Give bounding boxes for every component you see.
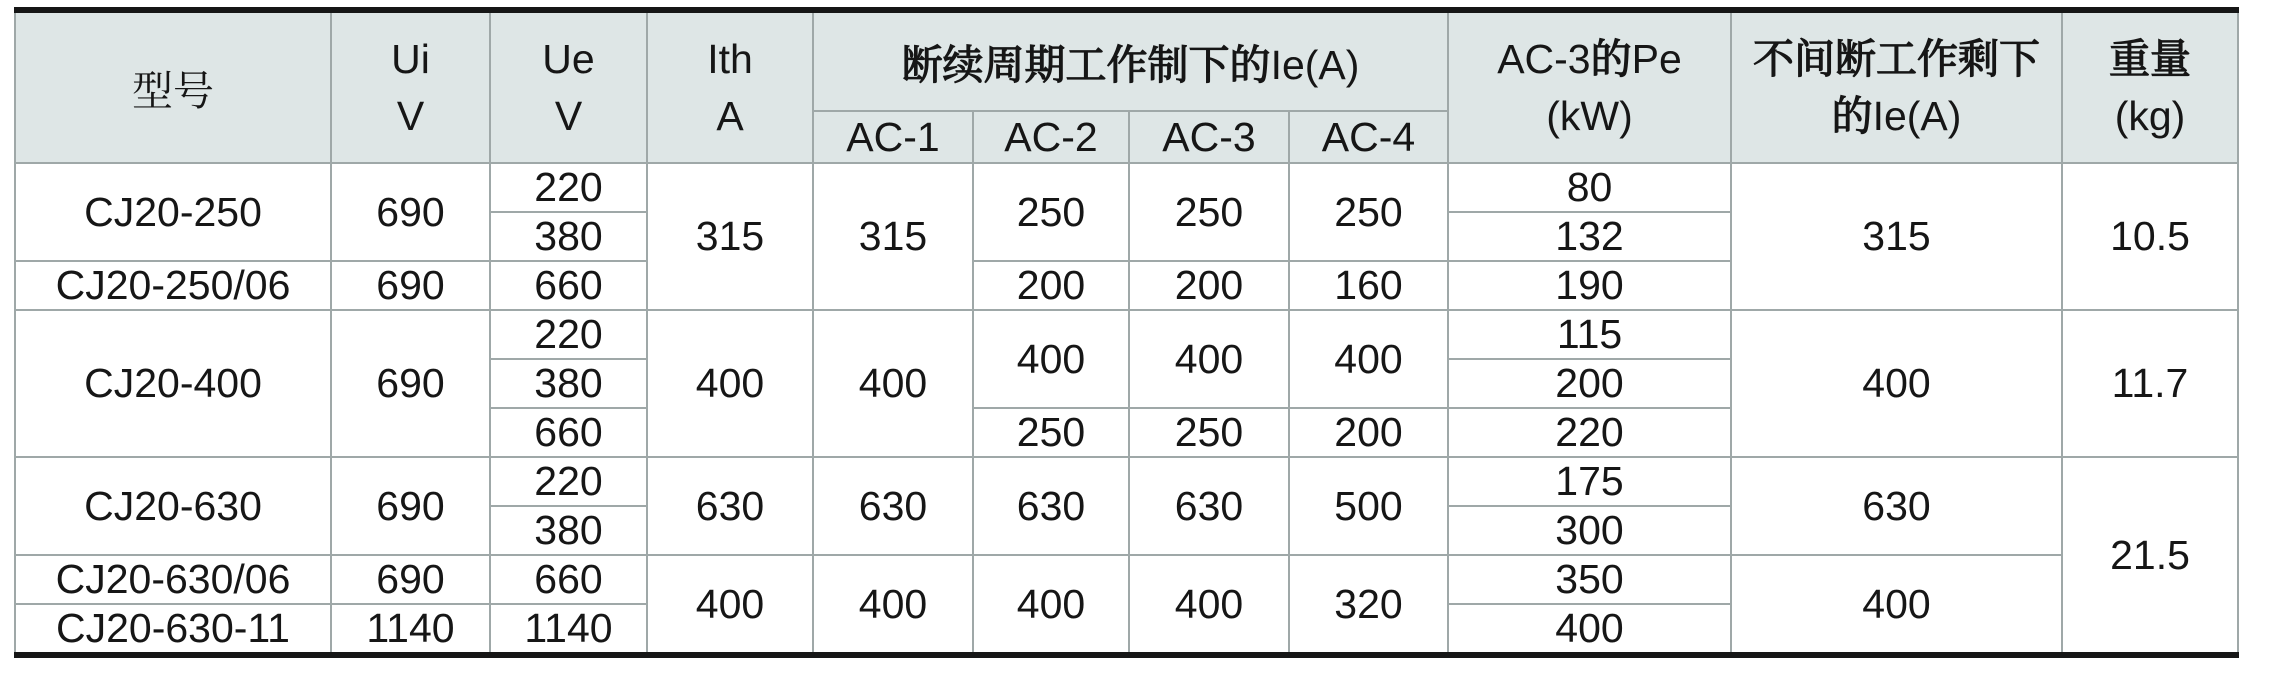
cell-ac3: 400 bbox=[1129, 555, 1289, 655]
cell-ue: 220 bbox=[490, 457, 647, 506]
header-ue-symbol: Ue bbox=[542, 35, 595, 82]
cell-ie: 630 bbox=[1731, 457, 2062, 555]
header-duty-group-latin: Ie(A) bbox=[1270, 42, 1360, 88]
cell-pe: 132 bbox=[1448, 212, 1731, 261]
cell-ui: 690 bbox=[331, 457, 490, 555]
cell-ui: 690 bbox=[331, 310, 490, 457]
cell-ac4: 250 bbox=[1289, 163, 1448, 261]
table-row bbox=[15, 555, 2238, 604]
cell-ue: 220 bbox=[490, 163, 647, 212]
cell-ac4: 160 bbox=[1289, 261, 1448, 310]
header-ith-symbol: Ith bbox=[707, 35, 753, 82]
cell-ac3: 630 bbox=[1129, 457, 1289, 555]
header-ui-unit: V bbox=[396, 92, 425, 139]
cell-pe: 80 bbox=[1448, 163, 1731, 212]
cell-ac1: 315 bbox=[813, 163, 973, 310]
cell-ac4: 500 bbox=[1289, 457, 1448, 555]
cell-ac1: 630 bbox=[813, 457, 973, 555]
header-pe bbox=[1448, 10, 1731, 163]
cell-ue: 380 bbox=[490, 506, 647, 555]
cell-ac4: 200 bbox=[1289, 408, 1448, 457]
header-ac3: AC-3 bbox=[1129, 111, 1289, 163]
cell-pe: 350 bbox=[1448, 555, 1731, 604]
cell-pe: 220 bbox=[1448, 408, 1731, 457]
cell-ie: 315 bbox=[1731, 163, 2062, 310]
table-row bbox=[15, 163, 2238, 212]
header-model: 型号 bbox=[15, 10, 331, 163]
contactor-spec-table bbox=[14, 7, 2239, 658]
cell-model: CJ20-250 bbox=[15, 163, 331, 261]
header-ith bbox=[647, 10, 813, 163]
table-row bbox=[15, 457, 2238, 506]
cell-model: CJ20-630 bbox=[15, 457, 331, 555]
cell-pe: 300 bbox=[1448, 506, 1731, 555]
cell-ue: 380 bbox=[490, 212, 647, 261]
header-continuous bbox=[1731, 10, 2062, 163]
cell-ac2: 250 bbox=[973, 408, 1129, 457]
cell-ac1: 400 bbox=[813, 310, 973, 457]
cell-weight: 11.7 bbox=[2062, 310, 2238, 457]
cell-ue: 660 bbox=[490, 261, 647, 310]
header-ui-symbol: Ui bbox=[391, 35, 430, 82]
header-pe-de: 的 bbox=[1590, 35, 1632, 82]
header-weight-label: 重量 bbox=[2109, 35, 2191, 82]
header-duty-group-cn: 断续周期工作制下的 bbox=[901, 42, 1271, 88]
cell-ac2: 400 bbox=[973, 555, 1129, 655]
header-ac1: AC-1 bbox=[813, 111, 973, 163]
cell-ith: 315 bbox=[647, 163, 813, 310]
header-pe-suffix: Pe bbox=[1631, 35, 1682, 82]
header-ui bbox=[331, 10, 490, 163]
cell-ac3: 200 bbox=[1129, 261, 1289, 310]
header-continuous-de: 的 bbox=[1831, 92, 1873, 139]
cell-ue: 660 bbox=[490, 408, 647, 457]
header-pe-prefix: AC-3 bbox=[1497, 35, 1591, 82]
cell-ith: 400 bbox=[647, 310, 813, 457]
cell-weight: 21.5 bbox=[2062, 457, 2238, 655]
cell-ui: 1140 bbox=[331, 604, 490, 655]
cell-ui: 690 bbox=[331, 261, 490, 310]
cell-ie: 400 bbox=[1731, 310, 2062, 457]
cell-ac3: 400 bbox=[1129, 310, 1289, 408]
header-ac2: AC-2 bbox=[973, 111, 1129, 163]
header-ue-unit: V bbox=[554, 92, 583, 139]
header-pe-unit: (kW) bbox=[1546, 92, 1633, 139]
cell-ac4: 400 bbox=[1289, 310, 1448, 408]
header-weight bbox=[2062, 10, 2238, 163]
header-continuous-line1: 不间断工作剩下 bbox=[1753, 35, 2040, 82]
cell-ac1: 400 bbox=[813, 555, 973, 655]
cell-ac2: 200 bbox=[973, 261, 1129, 310]
cell-ui: 690 bbox=[331, 555, 490, 604]
cell-ith: 400 bbox=[647, 555, 813, 655]
cell-model: CJ20-250/06 bbox=[15, 261, 331, 310]
cell-model: CJ20-400 bbox=[15, 310, 331, 457]
cell-ac3: 250 bbox=[1129, 408, 1289, 457]
header-weight-unit: (kg) bbox=[2114, 92, 2186, 139]
header-ac4: AC-4 bbox=[1289, 111, 1448, 163]
header-continuous-latin: Ie(A) bbox=[1872, 92, 1962, 139]
cell-pe: 400 bbox=[1448, 604, 1731, 655]
cell-ac2: 400 bbox=[973, 310, 1129, 408]
cell-ue: 660 bbox=[490, 555, 647, 604]
table-row bbox=[15, 310, 2238, 359]
cell-model: CJ20-630/06 bbox=[15, 555, 331, 604]
cell-pe: 175 bbox=[1448, 457, 1731, 506]
header-ue bbox=[490, 10, 647, 163]
cell-ue: 380 bbox=[490, 359, 647, 408]
cell-ie: 400 bbox=[1731, 555, 2062, 655]
cell-pe: 200 bbox=[1448, 359, 1731, 408]
cell-pe: 115 bbox=[1448, 310, 1731, 359]
cell-ue: 1140 bbox=[490, 604, 647, 655]
cell-ith: 630 bbox=[647, 457, 813, 555]
cell-pe: 190 bbox=[1448, 261, 1731, 310]
cell-model: CJ20-630-11 bbox=[15, 604, 331, 655]
cell-ue: 220 bbox=[490, 310, 647, 359]
cell-ac4: 320 bbox=[1289, 555, 1448, 655]
cell-ui: 690 bbox=[331, 163, 490, 261]
cell-weight: 10.5 bbox=[2062, 163, 2238, 310]
cell-ac3: 250 bbox=[1129, 163, 1289, 261]
cell-ac2: 250 bbox=[973, 163, 1129, 261]
header-duty-group bbox=[813, 10, 1448, 111]
cell-ac2: 630 bbox=[973, 457, 1129, 555]
header-ith-unit: A bbox=[716, 92, 744, 139]
